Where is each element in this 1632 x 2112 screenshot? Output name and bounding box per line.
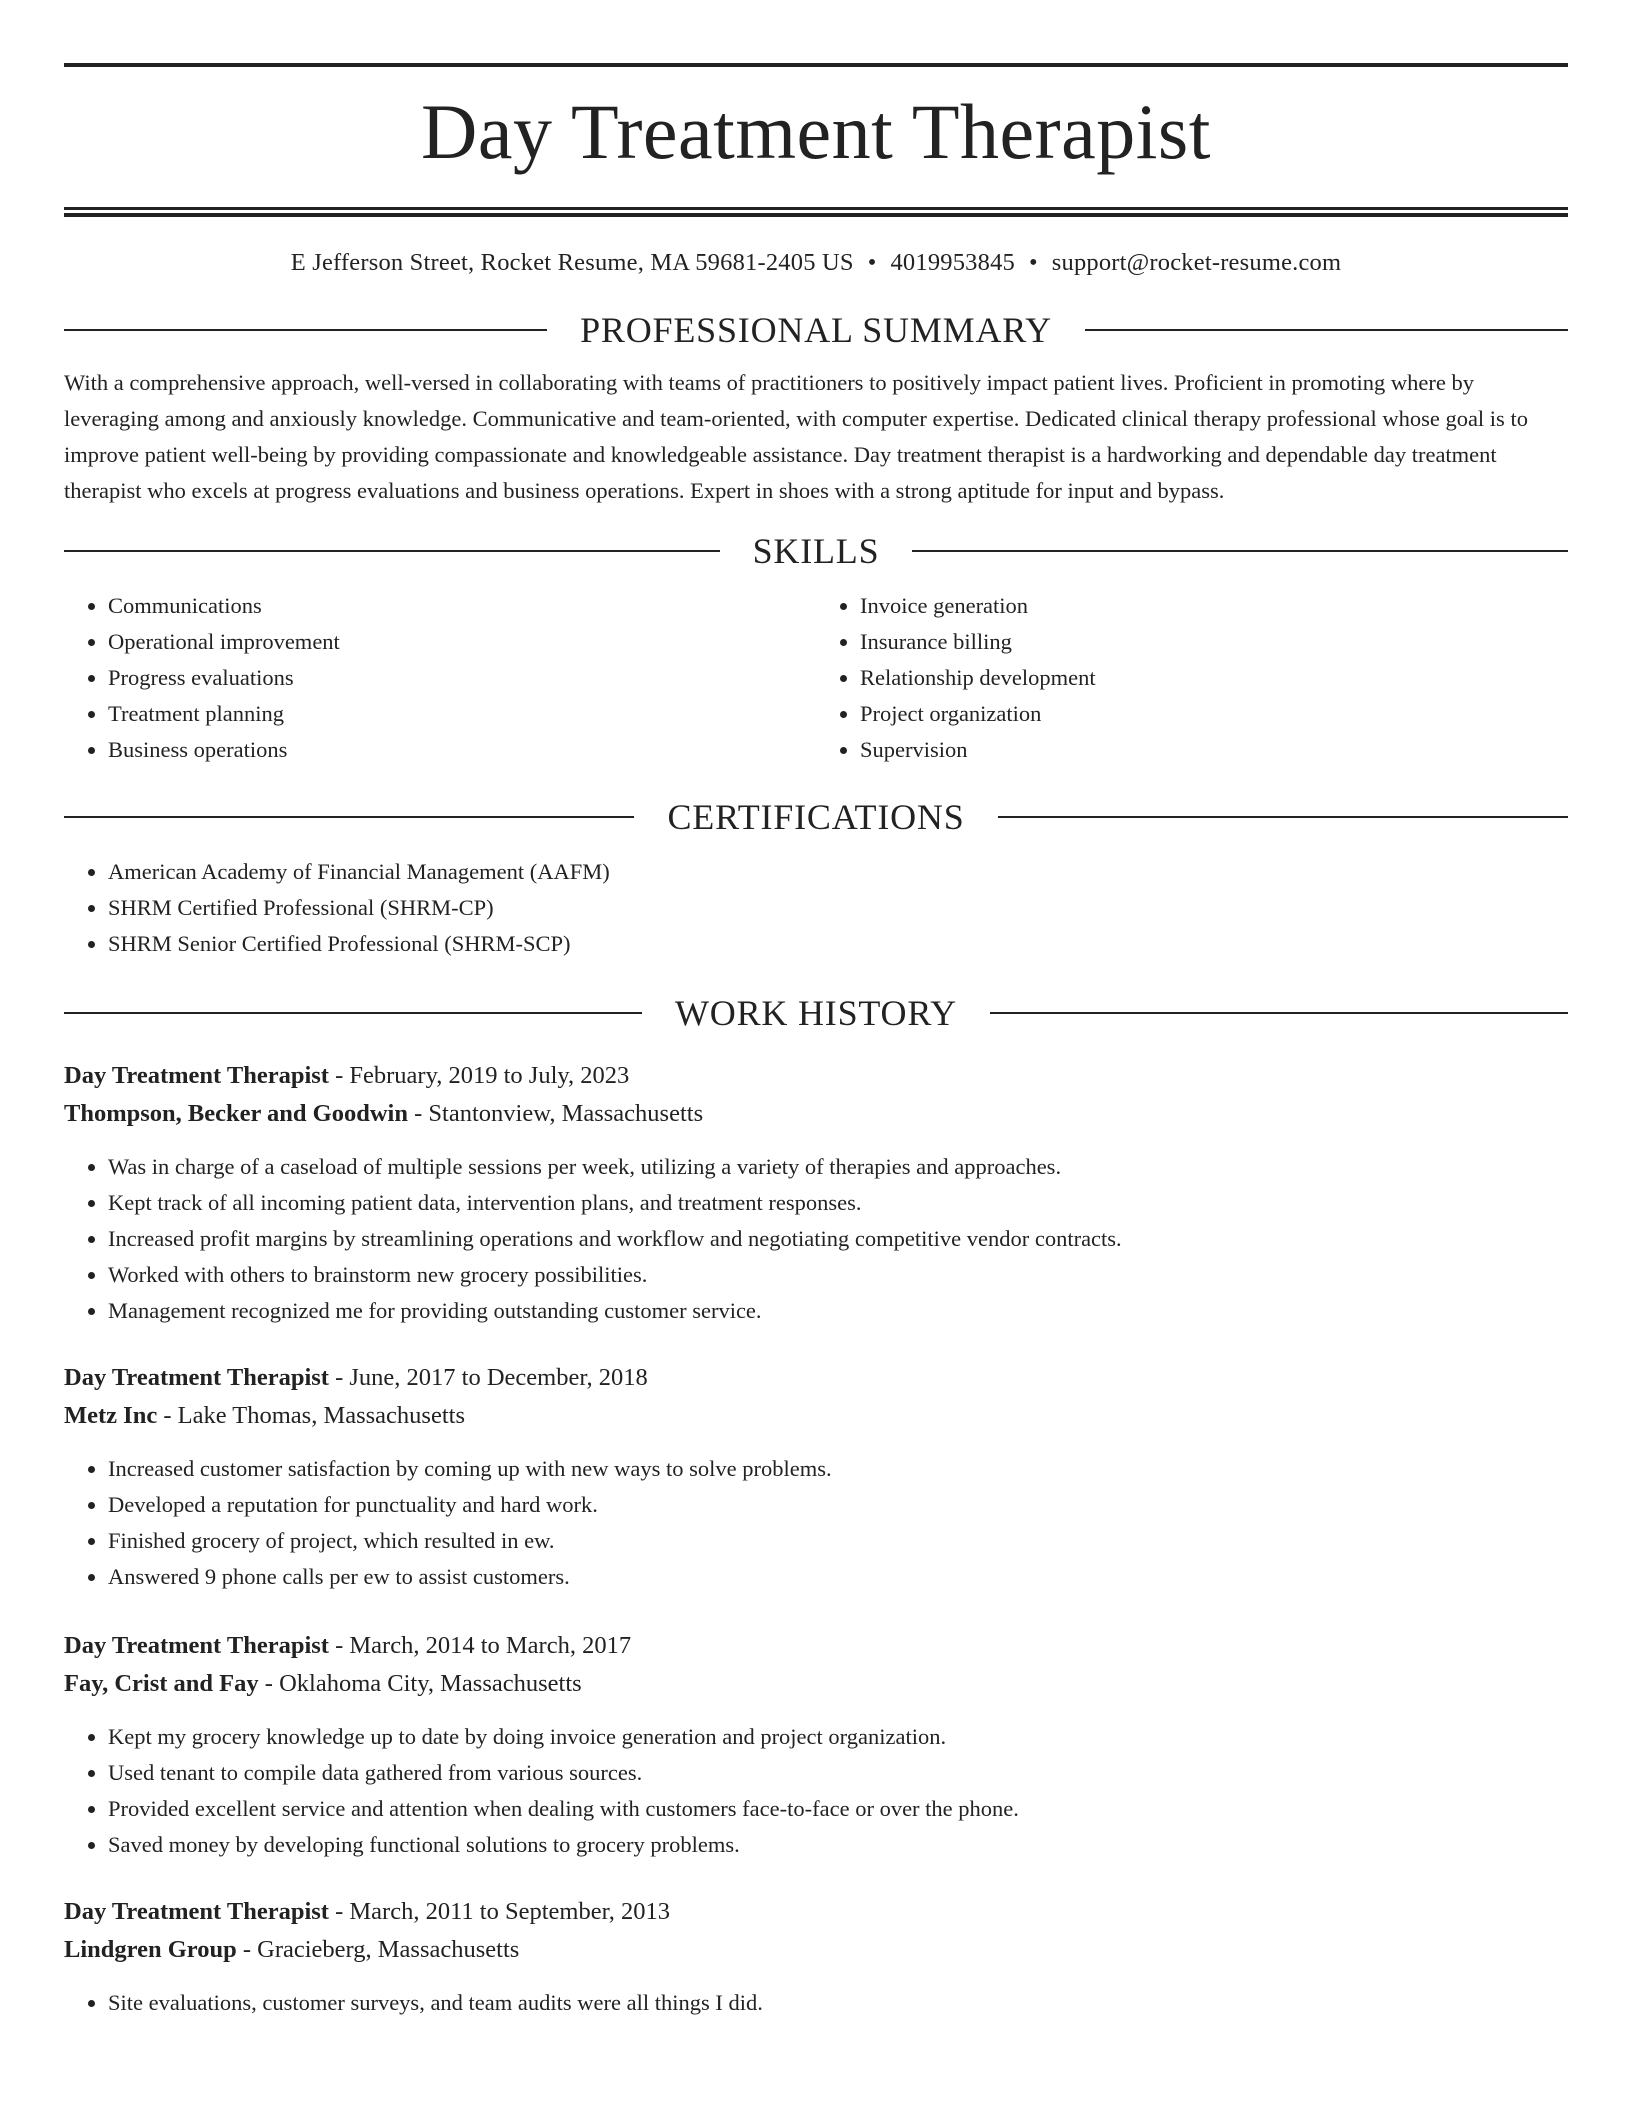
job-location: Oklahoma City, Massachusetts [279, 1670, 582, 1697]
job-title: Day Treatment Therapist [64, 1632, 329, 1659]
certification-item: • SHRM Certified Professional (SHRM-CP) [108, 890, 1568, 926]
job-dates: February, 2019 to July, 2023 [349, 1062, 630, 1089]
job-dash: - [328, 1632, 350, 1659]
divider-line [1085, 329, 1568, 331]
job-title-line [64, 1893, 1568, 1931]
summary-text: With a comprehensive approach, well-versed in collaborating with teams of practitioners to positively impact patient lives. Proficient in promoting where by leveraging among and anxiously knowledge. Communicative and team-oriented, with computer expertise. Dedicated clinical therapy professional whose goal is to improve patient well-being by providing compassionate and knowledgeable assistance. Day treatment therapist is a hardworking and dependable day treatment therapist who excels at progress evaluations and business operations. Expert in shoes with a strong aptitude for input and bypass. [64, 370, 1528, 503]
contact-line [64, 248, 1568, 278]
contact-separator: • [867, 249, 877, 276]
skills-columns [64, 588, 1568, 768]
job-dates: March, 2011 to September, 2013 [349, 1898, 671, 1925]
skills-list-left [64, 588, 816, 768]
job-company-line [64, 1931, 1568, 1969]
skill-item: • Operational improvement [108, 624, 816, 660]
job-title: Day Treatment Therapist [64, 1898, 329, 1925]
job-dash: - [328, 1062, 350, 1089]
job-bullet: • Answered 9 phone calls per ew to assist customers. [108, 1559, 1568, 1595]
job-bullet: • Increased profit margins by streamlining operations and workflow and negotiating competitive vendor contracts. [108, 1221, 1568, 1257]
job-company: Fay, Crist and Fay [64, 1670, 259, 1697]
job-bullet: • Finished grocery of project, which resulted in ew. [108, 1523, 1568, 1559]
job-bullet: • Kept track of all incoming patient data, intervention plans, and treatment responses. [108, 1185, 1568, 1221]
header-double-rule [64, 207, 1568, 217]
job-dash: - [258, 1670, 280, 1697]
job-company-line [64, 1095, 1568, 1133]
job-title: Day Treatment Therapist [64, 1364, 329, 1391]
job-bullet: • Worked with others to brainstorm new grocery possibilities. [108, 1257, 1568, 1293]
skill-item: • Supervision [860, 732, 1568, 768]
job-bullet: • Management recognized me for providing outstanding customer service. [108, 1293, 1568, 1329]
skill-item: • Communications [108, 588, 816, 624]
job-bullets [64, 1719, 1568, 1863]
job-entry [64, 1359, 1568, 1595]
skill-item: • Progress evaluations [108, 660, 816, 696]
divider-line [64, 329, 547, 331]
job-bullet: • Saved money by developing functional solutions to grocery problems. [108, 1827, 1568, 1863]
divider-line [64, 1012, 642, 1014]
job-bullet: • Site evaluations, customer surveys, and team audits were all things I did. [108, 1985, 1568, 2021]
section-title: SKILLS [752, 531, 880, 571]
job-bullet: • Kept my grocery knowledge up to date by doing invoice generation and project organization. [108, 1719, 1568, 1755]
job-title-line [64, 1627, 1568, 1665]
skill-item: • Business operations [108, 732, 816, 768]
job-dash: - [157, 1402, 178, 1429]
job-company-line [64, 1665, 1568, 1703]
job-title-line [64, 1057, 1568, 1095]
section-heading-work-history [64, 991, 1568, 1035]
certifications-list [64, 854, 1568, 962]
resume-name: Day Treatment Therapist [421, 88, 1211, 175]
job-dates: March, 2014 to March, 2017 [349, 1632, 632, 1659]
skill-item: • Invoice generation [860, 588, 1568, 624]
job-title-line [64, 1359, 1568, 1397]
skill-item: • Insurance billing [860, 624, 1568, 660]
certification-item: • SHRM Senior Certified Professional (SHRM-SCP) [108, 926, 1568, 962]
certification-item: • American Academy of Financial Management (AAFM) [108, 854, 1568, 890]
job-bullets [64, 1149, 1568, 1329]
job-bullet: • Developed a reputation for punctuality and hard work. [108, 1487, 1568, 1523]
contact-email[interactable]: support@rocket-resume.com [1051, 249, 1342, 276]
job-entry [64, 1893, 1568, 2021]
job-dash: - [328, 1364, 350, 1391]
job-location: Stantonview, Massachusetts [428, 1100, 704, 1127]
job-dash: - [236, 1936, 258, 1963]
skill-item: • Project organization [860, 696, 1568, 732]
skill-item: • Relationship development [860, 660, 1568, 696]
divider-line [912, 550, 1568, 552]
job-bullet: • Used tenant to compile data gathered from various sources. [108, 1755, 1568, 1791]
section-title: WORK HISTORY [675, 993, 957, 1033]
job-entry [64, 1627, 1568, 1863]
job-company: Metz Inc [64, 1402, 158, 1429]
divider-line [990, 1012, 1568, 1014]
job-bullets [64, 1985, 1568, 2021]
job-company: Lindgren Group [64, 1936, 237, 1963]
divider-line [998, 816, 1568, 818]
section-title: PROFESSIONAL SUMMARY [580, 310, 1052, 350]
job-location: Gracieberg, Massachusetts [257, 1936, 520, 1963]
job-bullet: • Was in charge of a caseload of multiple sessions per week, utilizing a variety of therapies and approaches. [108, 1149, 1568, 1185]
contact-phone[interactable]: 4019953845 [890, 249, 1015, 276]
job-bullet: • Increased customer satisfaction by coming up with new ways to solve problems. [108, 1451, 1568, 1487]
job-dash: - [328, 1898, 350, 1925]
job-dash: - [408, 1100, 429, 1127]
skill-item: • Treatment planning [108, 696, 816, 732]
job-company: Thompson, Becker and Goodwin [64, 1100, 408, 1127]
contact-address: E Jefferson Street, Rocket Resume, MA 59681-2405 US [290, 249, 854, 276]
job-title: Day Treatment Therapist [64, 1062, 329, 1089]
divider-line [64, 816, 634, 818]
job-dates: June, 2017 to December, 2018 [349, 1364, 648, 1391]
job-location: Lake Thomas, Massachusetts [177, 1402, 465, 1429]
divider-line [64, 550, 720, 552]
section-heading-summary [64, 308, 1568, 352]
job-entry [64, 1057, 1568, 1329]
job-bullet: • Provided excellent service and attention when dealing with customers face-to-face or over the phone. [108, 1791, 1568, 1827]
contact-separator: • [1028, 249, 1038, 276]
skills-list-right [816, 588, 1568, 768]
section-title: CERTIFICATIONS [667, 797, 965, 837]
resume-page [64, 63, 1568, 2021]
section-heading-certifications [64, 795, 1568, 839]
job-bullets [64, 1451, 1568, 1595]
job-company-line [64, 1397, 1568, 1435]
section-heading-skills [64, 529, 1568, 573]
